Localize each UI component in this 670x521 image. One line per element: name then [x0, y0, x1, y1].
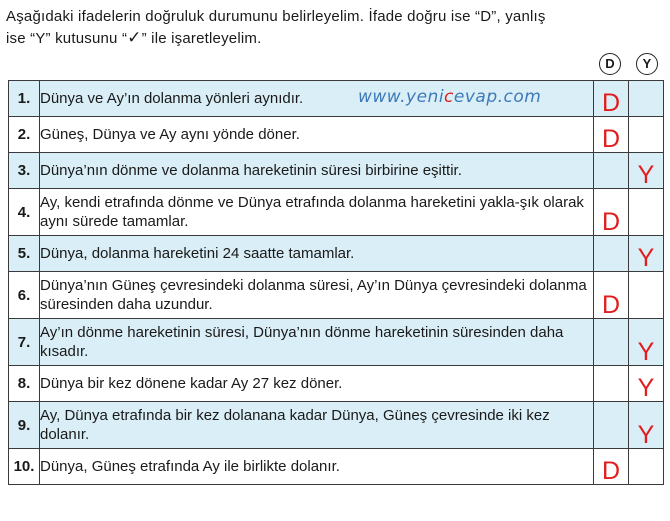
table-row [9, 402, 664, 449]
instructions-line2-end: ” ile işaretleyelim. [141, 30, 262, 47]
table-row [9, 117, 664, 153]
statement-text: Dünya, Güneş etrafında Ay ile birlikte dolanır. [40, 449, 594, 485]
statement-text: Ay’ın dönme hareketinin süresi, Dünya’nın dönme hareketinin süresinden daha kısadır. [40, 319, 594, 366]
answer-y-box[interactable] [629, 117, 664, 153]
answer-d-box[interactable]: D [594, 81, 629, 117]
table-row [9, 366, 664, 402]
statement-text: Ay, kendi etrafında dönme ve Dünya etrafında dolanma hareketini yakla-şık olarak aynı sürede tamamlar. [40, 189, 594, 236]
row-number: 3. [9, 153, 40, 189]
answer-y-box[interactable] [629, 189, 664, 236]
watermark-part2: c [444, 87, 454, 107]
row-number: 10. [9, 449, 40, 485]
answer-d-box[interactable] [594, 319, 629, 366]
answer-d-box[interactable] [594, 236, 629, 272]
row-number: 2. [9, 117, 40, 153]
answer-d-box[interactable] [594, 153, 629, 189]
statement-text: Dünya ve Ay’ın dolanma yönleri aynıdır. [40, 81, 594, 117]
answer-d-box[interactable] [594, 402, 629, 449]
watermark-part3: evap.com [453, 87, 542, 107]
statement-text: Dünya, dolanma hareketini 24 saatte tamamlar. [40, 236, 594, 272]
answer-y-box[interactable]: Y [629, 402, 664, 449]
watermark [358, 87, 541, 107]
header-d: D [599, 53, 621, 75]
instructions-line2-start: ise “Y” kutusunu “ [6, 30, 128, 47]
answer-d-box[interactable]: D [594, 189, 629, 236]
checkmark-icon: ✓ [127, 28, 142, 47]
instructions [6, 6, 666, 49]
table-row [9, 319, 664, 366]
answer-y-box[interactable] [629, 81, 664, 117]
row-number: 5. [9, 236, 40, 272]
answer-y-box[interactable] [629, 272, 664, 319]
answer-d-box[interactable]: D [594, 117, 629, 153]
statement-text: Dünya bir kez dönene kadar Ay 27 kez döner. [40, 366, 594, 402]
table-row [9, 153, 664, 189]
row-number: 8. [9, 366, 40, 402]
statement-text: Dünya’nın Güneş çevresindeki dolanma süresi, Ay’ın Dünya çevresindeki dolanma süresinden daha uzundur. [40, 272, 594, 319]
statement-text: Dünya’nın dönme ve dolanma hareketinin süresi birbirine eşittir. [40, 153, 594, 189]
row-number: 9. [9, 402, 40, 449]
answer-y-box[interactable]: Y [629, 236, 664, 272]
question-table [8, 80, 664, 485]
answer-d-box[interactable] [594, 366, 629, 402]
answer-y-box[interactable] [629, 449, 664, 485]
table-row [9, 189, 664, 236]
statement-text: Güneş, Dünya ve Ay aynı yönde döner. [40, 117, 594, 153]
row-number: 4. [9, 189, 40, 236]
table-row [9, 272, 664, 319]
table-row [9, 81, 664, 117]
watermark-part1: www.yeni [358, 87, 445, 107]
row-number: 1. [9, 81, 40, 117]
table-row [9, 236, 664, 272]
answer-d-box[interactable]: D [594, 272, 629, 319]
header-y: Y [636, 53, 658, 75]
answer-y-box[interactable]: Y [629, 153, 664, 189]
row-number: 6. [9, 272, 40, 319]
answer-y-box[interactable]: Y [629, 366, 664, 402]
table-row [9, 449, 664, 485]
statement-text: Ay, Dünya etrafında bir kez dolanana kadar Dünya, Güneş çevresinde iki kez dolanır. [40, 402, 594, 449]
answer-d-box[interactable]: D [594, 449, 629, 485]
instructions-line1: Aşağıdaki ifadelerin doğruluk durumunu belirleyelim. İfade doğru ise “D”, yanlış [6, 8, 546, 25]
row-number: 7. [9, 319, 40, 366]
answer-y-box[interactable]: Y [629, 319, 664, 366]
